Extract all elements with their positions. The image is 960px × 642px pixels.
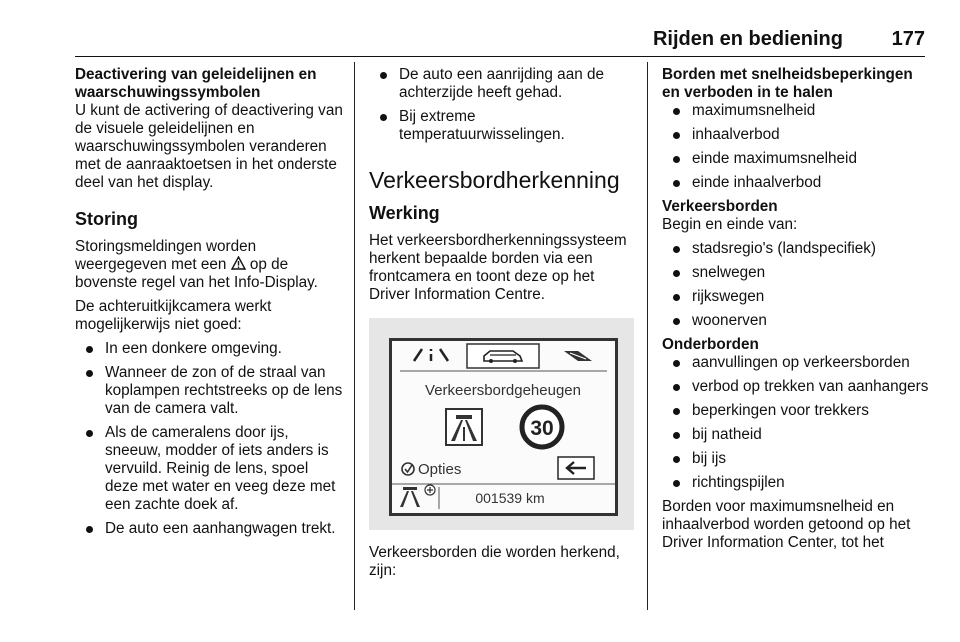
list-item: De auto een aanhangwagen trekt. [75, 520, 343, 538]
camera-issue-list [75, 340, 343, 538]
list-item: Bij extreme temperatuurwisselingen. [369, 108, 634, 144]
list-item: Als de cameralens door ijs, sneeuw, modder of iets anders is vervuild. Reinig de lens, spoel deze met water en veeg deze met een zachte doek af. [75, 424, 343, 514]
dic-screen-graphics [392, 341, 615, 513]
list-item: inhaalverbod [662, 126, 930, 144]
figure-caption: Verkeersborden die worden herkend, zijn: [369, 544, 620, 579]
column-divider-left [354, 62, 355, 610]
dic-display-figure [369, 318, 634, 530]
page-number: 177 [891, 28, 925, 50]
lane-icon [414, 349, 448, 361]
list-item: beperkingen voor trekkers [662, 402, 930, 420]
list-item: verbod op trekken van aanhangers [662, 378, 930, 396]
traffic-signs-heading: Verkeersborden [662, 198, 778, 215]
werking-text: Het verkeersbordherkenningssysteem herkent bepaalde borden via een frontcamera en toont deze op het Driver Information Centre. [369, 232, 627, 303]
speed-signs-heading: Borden met snelheidsbeperkingen en verboden in te halen [662, 66, 913, 101]
list-item: maximumsnelheid [662, 102, 930, 120]
deactivation-heading: Deactivering van geleidelijnen en waarschuwingssymbolen [75, 66, 317, 101]
list-item: Wanneer de zon of de straal van koplampen rechtstreeks op de lens van de camera valt. [75, 364, 343, 418]
sub-signs-heading: Onderborden [662, 336, 759, 353]
sub-signs-list [662, 354, 930, 492]
storing-heading: Storing [75, 209, 138, 229]
list-item: woonerven [662, 312, 930, 330]
dic-screen [389, 338, 618, 516]
camera-text: De achteruitkijkcamera werkt mogelijkerwijs niet goed: [75, 298, 272, 333]
list-item: richtingspijlen [662, 474, 930, 492]
car-tab [467, 344, 539, 368]
column-divider-right [647, 62, 648, 610]
display-title: Verkeersbordgeheugen [425, 382, 581, 399]
options-check-icon [402, 463, 414, 475]
speed-limit-value: 30 [530, 417, 554, 440]
list-item: stadsregio's (landspecifiek) [662, 240, 930, 258]
list-item: bij ijs [662, 450, 930, 468]
options-label[interactable]: Opties [418, 461, 462, 478]
page-header [75, 26, 925, 57]
odometer-value: 001539 km [475, 490, 545, 506]
list-item: aanvullingen op verkeersborden [662, 354, 930, 372]
list-item: rijkswegen [662, 288, 930, 306]
motorway-sign-icon [446, 409, 482, 445]
motorway-status-icon [400, 487, 420, 507]
camera-issue-list-continued [369, 66, 634, 144]
page-title: Rijden en bediening [652, 28, 843, 50]
section-title: Verkeersbordherkenning [369, 167, 620, 193]
werking-heading: Werking [369, 203, 440, 223]
list-item: bij natheid [662, 426, 930, 444]
list-item: In een donkere omgeving. [75, 340, 343, 358]
warning-triangle-icon [231, 256, 246, 270]
traffic-signs-list [662, 240, 930, 330]
column-right [662, 66, 930, 552]
list-item: snelwegen [662, 264, 930, 282]
list-item: einde inhaalverbod [662, 174, 930, 192]
column-left [75, 66, 343, 538]
column-middle [369, 66, 634, 580]
storing-text: Storingsmeldingen worden weergegeven met een op de bovenste regel van het Info-Display. [75, 238, 318, 291]
speed-signs-list [662, 102, 930, 192]
list-item: einde maximumsnelheid [662, 150, 930, 168]
list-item: De auto een aanrijding aan de achterzijde heeft gehad. [369, 66, 634, 102]
deactivation-text: U kunt de activering of deactivering van de visuele geleidelijnen en waarschuwingssymbolen veranderen met de aanraaktoetsen in het onderste deel van het display. [75, 102, 343, 191]
traffic-signs-intro: Begin en einde van: [662, 216, 798, 233]
closing-text: Borden voor maximumsnelheid en inhaalverbod worden getoond op het Driver Information Center, tot het [662, 498, 911, 551]
